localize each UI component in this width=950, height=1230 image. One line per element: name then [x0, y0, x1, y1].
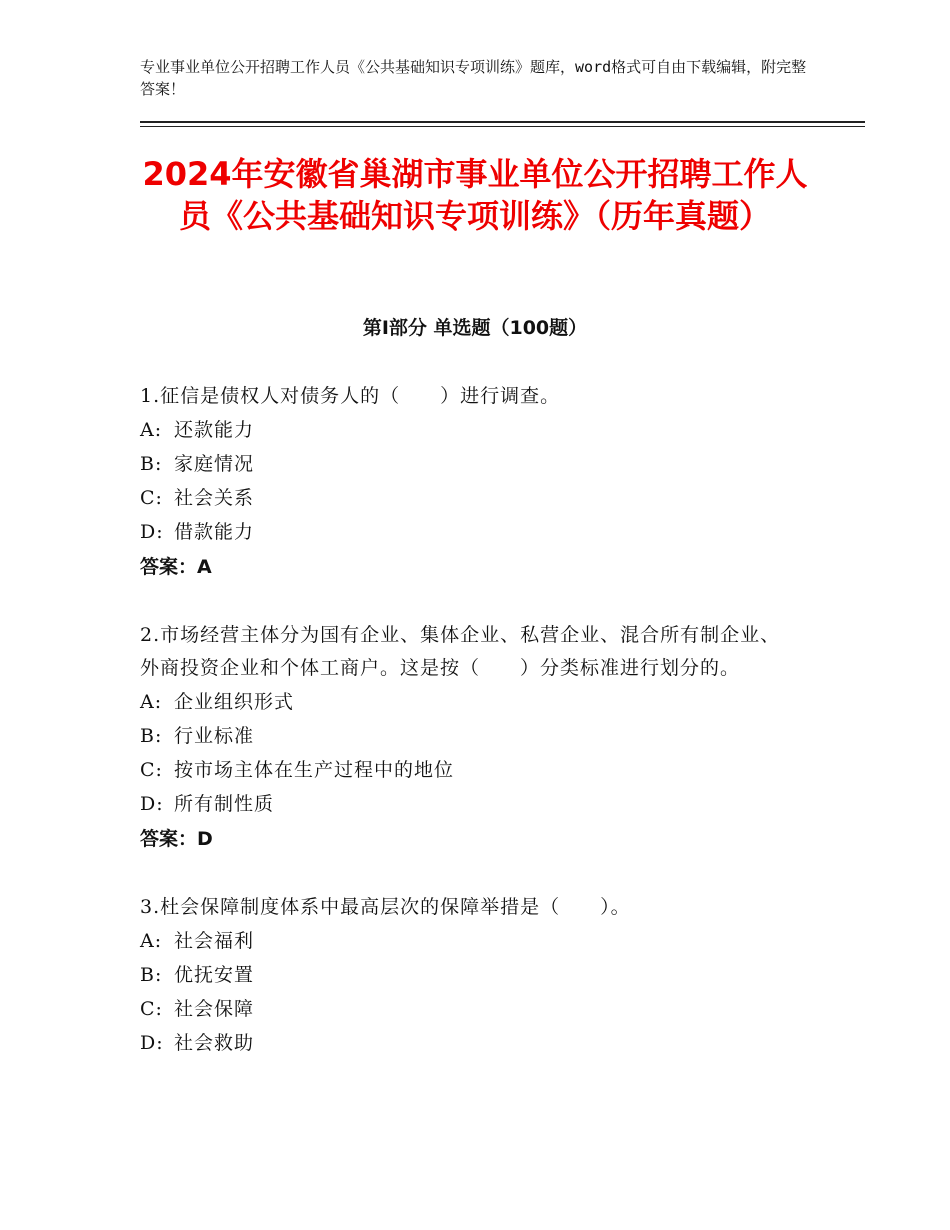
header-divider-thin — [140, 126, 865, 127]
option-a — [140, 924, 800, 958]
option-c — [140, 753, 800, 787]
option-b — [140, 719, 800, 753]
option-c — [140, 992, 800, 1026]
answer-line: 答案：D — [140, 828, 213, 850]
question-list — [140, 380, 800, 1094]
option-text: 社会保障 — [174, 998, 255, 1020]
option-text: 社会福利 — [174, 930, 255, 952]
option-d — [140, 787, 800, 821]
document-title: 2024年安徽省巢湖市事业单位公开招聘工作人员《公共基础知识专项训练》（历年真题） — [142, 155, 808, 235]
option-text: 所有制性质 — [174, 793, 275, 815]
option-c — [140, 481, 800, 515]
question-stem: 1.征信是债权人对债务人的（ ）进行调查。 — [140, 385, 561, 407]
question-stem: 3.杜会保障制度体系中最高层次的保障举措是（ ）。 — [140, 896, 631, 918]
question-item — [140, 380, 800, 585]
option-letter: D: — [140, 521, 164, 543]
option-d — [140, 515, 800, 549]
option-letter: D: — [140, 1032, 164, 1054]
option-letter: A: — [140, 691, 163, 713]
header-divider-thick — [140, 121, 865, 123]
option-letter: C: — [140, 998, 163, 1020]
answer-line: 答案：A — [140, 556, 212, 578]
option-letter: B: — [140, 964, 163, 986]
question-stem: 2.市场经营主体分为国有企业、集体企业、私营企业、混合所有制企业、外商投资企业和个体工商户。这是按（ ）分类标准进行划分的。 — [140, 624, 781, 679]
option-text: 社会救助 — [174, 1032, 255, 1054]
option-text: 家庭情况 — [174, 453, 255, 475]
option-letter: A: — [140, 419, 163, 441]
header-note: 专业事业单位公开招聘工作人员《公共基础知识专项训练》题库，word格式可自由下载编辑，附完整答案！ — [140, 58, 807, 98]
option-d — [140, 1026, 800, 1060]
option-a — [140, 413, 800, 447]
option-text: 优抚安置 — [174, 964, 255, 986]
section-title: 第Ⅰ部分 单选题（100题） — [362, 317, 588, 339]
option-letter: B: — [140, 725, 163, 747]
option-text: 行业标准 — [174, 725, 255, 747]
option-text: 按市场主体在生产过程中的地位 — [174, 759, 455, 781]
option-a — [140, 685, 800, 719]
option-b — [140, 447, 800, 481]
option-letter: B: — [140, 453, 163, 475]
option-text: 企业组织形式 — [174, 691, 295, 713]
option-letter: C: — [140, 759, 163, 781]
question-item — [140, 891, 800, 1060]
option-text: 还款能力 — [174, 419, 255, 441]
option-text: 借款能力 — [174, 521, 255, 543]
option-b — [140, 958, 800, 992]
option-letter: C: — [140, 487, 163, 509]
option-text: 社会关系 — [174, 487, 255, 509]
option-letter: A: — [140, 930, 163, 952]
option-letter: D: — [140, 793, 164, 815]
question-item — [140, 619, 800, 857]
